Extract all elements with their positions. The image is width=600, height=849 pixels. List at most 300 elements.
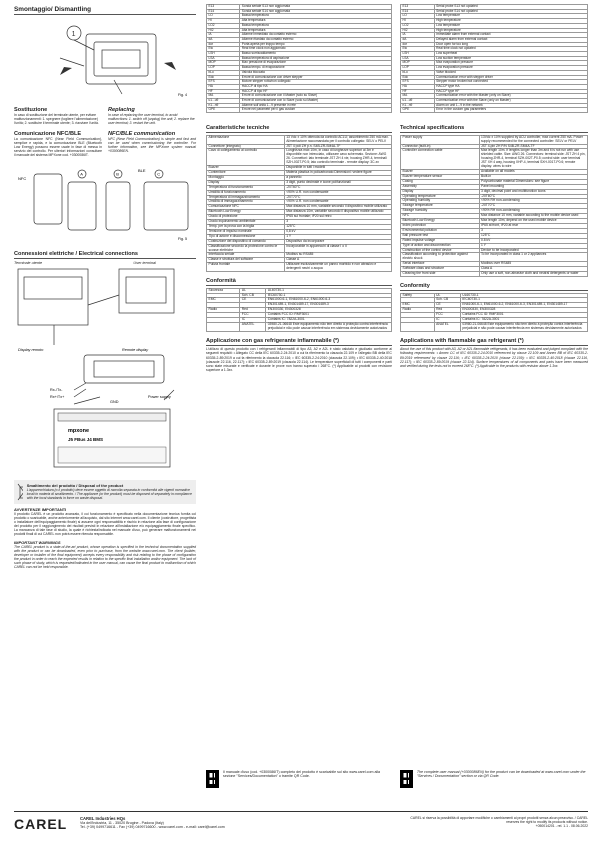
tech-spec-cell: Cavo di collegamento al controllo [207,149,285,166]
alarm-code-cell: Serial probe S13 not updated [434,5,587,10]
alarm-code-cell: HF [207,89,240,94]
tech-spec-cell: Bluetooth Low Energy [207,210,285,215]
tech-title-it: Caratteristiche tecniche [206,125,270,132]
alarm-code-cell: Real time clock non aggiornato [240,47,392,52]
tech-spec-cell: Buzzer [207,166,285,171]
gnd-label: GND [110,399,119,404]
conformity-cell: Radio [401,308,435,313]
conformity-cell: 03980-21-06648 Este equipamento não tem direito à proteção contra interferência prejudicial e não pode causar interferência em sistemas devidamente autorizados [460,322,587,331]
alarm-code-cell: Bassa temperatura [240,14,392,19]
nfc-en-title: NFC/BLE communication [108,130,176,137]
divider [14,14,196,15]
tech-spec-cell: Environmental pollution [401,228,480,233]
footer-right [400,816,588,828]
fig4-dismantle-diagram [14,18,196,98]
tech-spec-cell: Built-in [479,174,587,179]
tech-spec-cell: Software class and structure [401,267,480,272]
tech-spec-cell: Operating temperature [401,194,480,199]
tech-spec-cell: Alimentazione [207,135,285,144]
alarm-code-cell: HF [401,89,435,94]
tech-spec-cell: Lunghezza max 10m, in caso di lunghezze superiori ai 3m è disponibile non intrecciato, utilizzare cavo schermato. Sezione: AWG 26. Connettori: lato terminale JST ZH 4 vie, housing ZHR-4, terminali SZH-002T-P0.5; lato controllo terminale - remote display: 3C-xx [284,149,391,166]
tech-spec-cell: Casing [401,179,480,184]
divider [400,345,588,346]
warning-en-title: IMPORTANT WARNINGS [14,539,61,545]
alarm-code-cell: LOP [401,66,435,71]
tech-spec-cell: 0,8 kV [284,229,391,234]
tech-spec-cell: <90% U.R. non condensante [284,190,391,195]
alarm-code-cell: LO2 [401,23,435,28]
alarm-code-cell: GPE [401,108,435,113]
tech-spec-cell: Controller connection cable [401,149,480,170]
gas-title-it: Applicazione con gas refrigerante infiammabile (*) [206,337,340,344]
tech-spec-cell: 3 digit, punto decimale e icone polifunzionali [284,180,391,185]
alarm-code-cell: Bassa temperatura [240,23,392,28]
alarm-code-cell: Valve blocked [434,70,587,75]
alarm-code-cell: HACCP di tipo HA [240,84,392,89]
alarm-code-row [207,108,392,113]
alarm-code-cell: E13 [207,5,240,10]
conformity-title-it: Conformità [206,278,236,285]
alarm-code-cell: Etc [207,47,240,52]
alarm-code-cell: High temperature [434,19,587,24]
divider [206,345,392,346]
alarm-code-cell: u1...u9 [207,99,240,104]
tech-spec-cell: Grado di protezione [207,215,285,220]
smartphone-icon [34,174,62,224]
conformity-table-it [206,288,392,332]
conformity-cell: EN61000-6-1, EN61000-6-2, EN61000-6-3, EN301489-1, EN301489-17 [460,303,587,308]
alarm-code-cell: LSH [401,52,435,57]
alarm-code-cell: Real time clock not updated [434,47,587,52]
tech-spec-cell: -20T60°C [479,194,587,199]
rx-tx-minus-label: Rx-/Tx- [50,387,63,392]
replacing-text: In case of replacing the user terminal, to avoid malfunctions: 1. switch off (unplug) the unit; 2. replace the user terminal; 3. restart the unit. [108,112,195,125]
step-b-label: B [116,171,119,177]
conformity-cell: FCC [240,313,266,318]
tech-spec-cell: Tensione di impulso nominale [207,229,285,234]
tech-spec-cell: Umidità di immagazzinamento [207,200,285,205]
power-supply-label: Power supply [148,394,171,399]
alarm-code-cell: HACCP type HA [434,84,587,89]
board-label: J5 FBus J4 BMS [68,436,104,442]
tech-table-en [400,135,588,277]
alarm-code-cell: Communication error with stepper driver [434,75,587,80]
alarm-code-cell: HA [401,84,435,89]
nfc-label: NFC [18,176,27,182]
tech-spec-row [207,263,392,272]
tech-spec-cell: JST 4 poli ZH p.n. S4B-ZR-SM4A-TF [284,144,391,149]
conformity-cell: ANATEL [434,322,460,331]
conformity-row [207,322,392,331]
arrow-icon [164,62,176,70]
tech-spec-row [207,149,392,166]
conformity-cell: IEC60730-1 [266,293,392,298]
tech-spec-cell: Device to be incorporated [479,248,587,253]
sostituzione-text: In caso di sostituzione del terminale utente, per evitare malfunzionamenti: 1. spegnere (togliere l'alimentazione) l'unità; 2. sostituire il terminale utente; 3. riavviare l'unità. [14,112,99,125]
tech-spec-cell: 13Vdc ± 10% supplied by ACU controller, max current 250 mA. Power supply recommended for the connected controller: SELV or PELV [479,135,587,144]
alarm-code-cell: Stepper motor broken/not connected [434,80,587,85]
tech-spec-cell: Ball pressure test [401,233,480,238]
alarm-codes-table-it [206,4,392,113]
alarm-code-cell: LSH [207,52,240,57]
footer-divider [14,811,588,812]
alarm-code-cell: LOP [207,66,240,71]
tech-spec-cell: Comunicazione NFC [207,205,285,210]
tech-spec-cell: Buzzer temperature sensor [401,174,480,179]
tech-spec-cell: 3 digit, decimal point and multifunction icons [479,189,587,194]
conformity-cell: IC [240,318,266,323]
tech-spec-cell: To be incorporated in class 1 or 2 appliances [479,253,587,262]
tech-spec-cell: Temperatura di funzionamento [207,185,285,190]
fig4-caption: Fig. 4 [178,92,187,97]
tech-spec-cell: Classification according to protection against electric shock [401,253,480,262]
alarm-code-cell: Door open for too long [434,42,587,47]
conformity-cell: EMC [401,303,435,308]
tech-spec-cell: a pannello [284,175,391,180]
alarm-code-cell: HA [207,84,240,89]
alarm-code-cell: Sonda seriale S14 non aggiornata [240,9,392,14]
alarm-code-cell: Low suction temperature [434,56,587,61]
conformity-cell: Contains FCC ID: RMF3001 [266,313,392,318]
warning-it-title: AVVERTENZE IMPORTANTI [14,506,67,512]
alarm-code-cell: bLo [401,70,435,75]
fig5-nfc-diagram [14,160,196,244]
tech-spec-cell: Power supply [401,135,480,144]
alarm-codes-table-en [400,4,588,113]
fig5-caption: Fig. 5 [178,237,187,242]
smartphone-icon [106,182,130,230]
warning-it-text: Il prodotto CAREL è un prodotto avanzato, il cui funzionamento è specificato nella documentazione tecnica fornita col prodotto o scaricabile, anche anteriormente all'acquisto, dal sito internet www.carel.com. Il cliente (costruttore, progettista o installatore dell'equipaggiamento finale) si assume ogni responsabilità e rischio in relazione alla fase di configurazione del prodotto per il raggiungimento dei risultati previsti in relazione all'installazione e/o equipaggiamento finale specifico. La mancanza di tale fase di studio, la quale è richiesta/indicata nel manuale d'uso, può generare malfunzionamenti nei prodotti finali di cui CAREL non potrà essere ritenuta responsabile. [14,511,196,537]
alarm-code-cell: HI2 [207,28,240,33]
gas-text-it: L'utilizzo di questo prodotto con i refrigeranti infiammabili di tipo A3, A2 e A2L è stato valutato e giudicato conforme ai seguenti requisiti: • Allegato CC della IEC 60335-2-24:2010 a cui fa riferimento la clausola 22.109 e l'allegato BB della IEC 60335-2-89:2019 a cui fa riferimento la clausola 22.116; • IEC 60335-2-24:2010 (clausola 22.109); • IEC 60335-2-40:2018 (clausole 22.116, 22.117); • IEC 60335-2-89:2019 (clausola 22.114). Le temperature superficiali di tutti i componenti e parti sono state misurate e verificate e durante le prove non hanno superato i 268°C. (*) Applicabile ai prodotti con revisione superiore a 1.3xx. [206,347,392,372]
tech-spec-cell: Tipo di azione e disconnessione [207,234,285,239]
alarm-code-cell: Allarme immediato da contatto esterno [240,33,392,38]
tech-spec-cell: Classe A [284,258,391,263]
conformity-cell: UL [240,288,266,293]
tech-spec-cell: JST 4-pin ZH P/N S4B-ZR-SM4A-TF [479,144,587,149]
tech-spec-cell: NFC [401,214,480,219]
conformity-cell: Red [434,308,460,313]
conformity-cell: EN300330, EN300328 [460,308,587,313]
alarm-code-cell: LO2 [207,23,240,28]
alarm-code-cell: bLo [207,70,240,75]
alarm-code-cell: Alta temperatura [240,19,392,24]
alarm-code-cell: Bassa tempo. di evaporazione [240,66,392,71]
alarm-code-cell: Allarme ritardato da contatto esterno [240,37,392,42]
tech-spec-cell: IP65 at front, IP20 at rear [479,223,587,228]
tech-spec-cell: IP65 sul frontale; IP20 sul retro [284,215,391,220]
alarm-code-cell: dor [207,42,240,47]
tech-spec-cell: 0.8 kV [479,238,587,243]
conformity-cell: UL [434,293,460,298]
conformity-cell: EN300330, EN300328 [266,308,392,313]
qr-block-en [400,770,588,788]
disposal-box [14,480,196,504]
wiring-diagram [14,265,196,473]
alarm-code-cell: Communication error with the Slave (only on Master) [434,99,587,104]
alarm-code-cell: Etc [401,47,435,52]
tech-spec-cell: -20T70°C [284,195,391,200]
tech-spec-cell: Construction of the control device [401,248,480,253]
step-a-label: A [80,171,83,177]
terminal-label: Terminale utente [14,260,43,265]
tech-table-it [206,135,392,272]
conformity-cell: Contains IC: 7822A-3001 [266,318,392,323]
tech-spec-cell: 3 [479,228,587,233]
alarm-code-cell: Allarme sull'unità 1...9 presente in rete [240,103,392,108]
alarm-code-cell: Errore di comunicazione con driver stepper [240,75,392,80]
conformity-cell: EMC [207,298,240,303]
conformity-title-en: Conformity [400,282,430,289]
conformity-table-en [400,293,588,332]
alarm-code-cell: Alta temperatura [240,28,392,33]
divider [206,132,392,133]
alarm-code-cell: EFS [207,80,240,85]
alarm-code-cell: dA [401,37,435,42]
alarm-code-cell: E14 [401,9,435,14]
divider [400,132,588,133]
tech-spec-cell: Utilizzare esclusivamente un panno morbido e non abrasivo e detergenti neutri o acqua [284,263,391,272]
middle-column [206,0,392,372]
company-info [80,816,280,829]
rx-tx-plus-label: Rx+/Tx+ [50,394,65,399]
disposal-text: L'apparecchiatura (o il prodotto) deve essere oggetto di raccolta separata in conformità alle vigenti normative locali in materia di smaltimento. / The appliance (or the product) must be disposed of separately in compliance with the local standards in force on waste disposal. [26,487,192,501]
tech-spec-cell: 13 Vdc ± 10% ottenuta da controllo ACLU; assorbimento 250 mA max. Alimentazione raccomandata per il controllo collegato: SELV o PELV [284,135,391,144]
tech-spec-cell: Umidità di funzionamento [207,190,285,195]
tech-spec-cell: 125°C [479,233,587,238]
alarm-code-cell: Immediate alarm from external contact [434,33,587,38]
tech-spec-cell: <90% RH non-condensing [479,209,587,214]
tech-spec-cell: Connettore (integrato) [207,144,285,149]
company-name: CAREL Industries HQs [80,816,126,821]
alarm-code-cell: HI [207,19,240,24]
qr-text-en: The complete user manual (+0300086EN) for the product can be downloaded at www.carel.com under the "Services / Documentation" section or via QR Code. [416,770,586,779]
tech-spec-cell: Display [207,180,285,185]
tech-spec-cell: <90% RH non-condensing [479,199,587,204]
alarm-code-cell: Errore nei parametri per il gas custom [240,108,392,113]
alarm-code-cell: Max pressione di evaporazione [240,61,392,66]
tech-spec-cell: Storage temperature [401,204,480,209]
alarm-code-cell: u1...u9 [401,99,435,104]
alarm-code-cell: Porta aperta per troppo tempo [240,42,392,47]
document-code: +050014201 - rel. 1.1 - 08.06.2022 [535,824,588,828]
tech-spec-cell: Modbus over RS485 [479,262,587,267]
tech-spec-cell: Cleaning the front side [401,272,480,277]
tech-spec-cell: Max distanza 10 mm, variabile secondo il dispositivo mobile utilizzato [284,205,391,210]
qr-block-it [206,770,392,788]
alarm-code-cell: dA [207,37,240,42]
tech-spec-cell: Dispositivo da incorporare [284,239,391,244]
tech-spec-cell: Available on all models [479,170,587,175]
conformity-cell: 03980-21-06648 Este equipamento não tem direito à proteção contra interferência prejudicial e não pode causar interferência em sistemas devidamente autorizados [266,322,392,331]
right-column [400,0,588,368]
conformity-cell: Safety [401,293,435,298]
tech-spec-cell: Max distance 10 mm, variable according to the mobile device used [479,214,587,219]
tech-spec-cell: Temp. per la prova con la biglia [207,224,285,229]
alarm-code-cell: n1...n9 [401,103,435,108]
smartphone-icon [144,182,188,230]
conformity-cell: CE [434,303,460,308]
conformity-cell: Sicurezza [207,288,240,293]
tech-spec-cell: Pulizia frontale [207,263,285,272]
tech-spec-cell: Interfaccia seriale [207,253,285,258]
conformity-cell: Red [240,308,266,313]
connections-title: Connessioni elettriche / Electrical connections [14,251,139,258]
alarm-code-cell: GPE [207,108,240,113]
conformity-cell: CE [240,298,266,303]
alarm-code-cell: n1...n9 [207,103,240,108]
alarm-code-cell: LO [207,14,240,19]
tech-spec-cell: Temperatura di immagazzinamento [207,195,285,200]
alarm-code-cell: Edc [207,75,240,80]
qr-code-icon[interactable] [206,770,219,788]
conformity-cell: Contains FCC ID: RMF3001 [460,313,587,318]
warning-en-text: The CAREL product is a state-of-the-art product, whose operation is specified in the technical documentation supplied with the product or can be downloaded, even prior to purchase, from the website www.carel.com. The client (builder, developer or installer of the final equipment) accepts every responsibility and risk relating to the phase of configuration the product in order to reach the expected results in relation to the specific final installation and/or equipment. The lack of such phase of study, which is requested/indicated in the user manual, can cause the final product to malfunction of which CAREL can not be held responsible. [14,544,196,569]
alarm-code-cell: Low temperature [434,23,587,28]
tech-spec-cell: Only use a soft, non-abrasive cloth and neutral detergents or water [479,272,587,277]
tech-spec-cell: 3 [284,220,391,225]
alarm-code-cell: HI [401,19,435,24]
conformity-cell [207,322,240,331]
alarm-code-cell: HACCP di tipo HF [240,89,392,94]
conformity-cell: IC [434,318,460,323]
board-brand: mpxone [68,427,90,434]
alarm-code-cell: MOP [401,61,435,66]
tech-spec-cell: Assembly [401,184,480,189]
alarm-code-cell: LSA [207,56,240,61]
conformity-cell: Sch. CB [434,298,460,303]
conformity-cell: EN61000-6-1, EN61000-6-2, EN61000-6-3 [266,298,392,303]
tech-spec-cell: <90% U.R. non condensante [284,200,391,205]
tech-spec-cell: Incorporabile in apparecchi di classe I o II [284,244,391,253]
conformity-cell: Contains IC: 7822A-3001 [460,318,587,323]
tech-spec-cell: Panel mounting [479,184,587,189]
alarm-code-cell: LO [401,14,435,19]
alarm-code-cell: LSA [401,56,435,61]
alarm-code-cell: Serial probe S14 not updated [434,9,587,14]
tech-spec-cell: Max length 10m, depend on the used mobile device [479,219,587,224]
divider [206,285,392,286]
conformity-cell: Radio [207,308,240,313]
alarm-code-cell: E14 [207,9,240,14]
replacing-title: Replacing [108,106,135,113]
rights-notice: CAREL si riserva la possibilità di apportare modifiche o cambiamenti ai propri prodotti senza alcun preavviso. / CAREL reserves the right to modify its products without notice. [410,816,588,824]
alarm-code-cell: dor [401,42,435,47]
tech-spec-cell: Class A [479,267,587,272]
nfc-it-title: Comunicazione NFC/BLE [14,130,82,137]
alarm-code-cell: Motore stepper rotto/non collegato [240,80,392,85]
alarm-code-cell: Delayed alarm from external contact [434,37,587,42]
gas-text-en: About the use of this product with A3, A2 or A2L flammable refrigerants, it has been evaluated and judged compliant with the following requirements: • Annex CC of IEC 60335-2-24:2010 referenced by clause 22.109 and Annex BB of IEC 60335-2-89:2019 referenced by clause 22.116; • IEC 60335-2-24:2010 (clause 22.109); • IEC 60335-2-40:2018 (clause 22.116, 22.117); • IEC 60335-2-89:2019 (clause 22.114). Surface temperatures of all components and parts have been measured and verified during the tests not to exceed 268°C. (*) Applicable to the products with revision above 1.3xx. [400,347,588,368]
alarm-code-cell: Communication error with the Master (only on Slave) [434,94,587,99]
alarm-code-cell: IA [207,33,240,38]
alarm-code-cell: Low evaporation pressure [434,66,587,71]
conformity-cell: EN301489-1, EN301489-17, EN301489-3 [266,303,392,308]
alarm-code-cell: HI2 [401,28,435,33]
remote-display-label: Remote display [122,347,149,352]
tech-spec-cell: Operating humidity [401,199,480,204]
tech-spec-cell: Classificazione secondo la protezione contro le scosse elettriche [207,244,285,253]
tech-spec-cell: Max length 10m. If lengths longer than 3m and it is not run with use shielded cable. Size: AWG 26. Connectors: terminal side: JST ZH 4 pin, housing ZHR-4, terminal SZH-002T-P0.5; control side: user terminal JST XH 4 way, housing XHP-4, terminal SXH-001T-P0.6; remote display: wires to wire [479,149,587,170]
tech-spec-cell: Storage humidity [401,209,480,214]
user-terminal-label: User terminal [133,260,156,265]
left-column [14,0,196,569]
tech-spec-cell: Serial interface [401,262,480,267]
tech-spec-cell: 1 Y [284,234,391,239]
conformity-row [401,322,588,331]
tech-spec-cell: -20T70°C [479,204,587,209]
conformity-cell: FCC [434,313,460,318]
conformity-cell: Sch. CB [240,293,266,298]
step-c-label: C [157,171,161,177]
nfc-it-text: La comunicazione NFC (Near Field Communication), semplice e rapida, e la comunicazione BLE (Bluetooth Low Energy) possono essere usate in fase di messa in servizio del controllo. Per ulteriori informazioni consultare il manuale del sistema MPXone cod. +0300086IT. [14,136,102,158]
tech-spec-row [401,135,588,144]
alarm-code-cell: Basso surriscaldamento [240,52,392,57]
tech-spec-cell: Polycarbonate material Dimensions: see figure [479,179,587,184]
divider [14,258,196,259]
tech-spec-cell: Montaggio [207,175,285,180]
alarm-code-cell: Errore di comunicazione con il Master (solo su Slave) [240,94,392,99]
tech-spec-cell: Buzzer [401,170,480,175]
alarm-code-cell: Edc [401,75,435,80]
alarm-code-cell: MA [401,94,435,99]
tech-spec-cell: Type of action and disconnection [401,243,480,248]
display-remoto-label: Display remoto [18,347,44,352]
tech-spec-cell: 125°C [284,224,391,229]
alarm-code-cell: EFS [401,80,435,85]
alarm-code-cell: MOP [207,61,240,66]
tech-spec-cell: Display [401,189,480,194]
alarm-code-cell: HACCP type HF [434,89,587,94]
disposal-title: Smaltimento del prodotto / Disposal of the product [26,482,124,488]
conformity-cell [401,322,435,331]
tech-spec-cell: Max distanza 10m, variabile secondo il dispositivo mobile utilizzato [284,210,391,215]
sostituzione-title: Sostituzione [14,106,48,113]
company-contacts: Tel. (+39) 0499716611 - Fax (+39) 0499716600 - www.carel.com - e-mail: carel@carel.com [80,825,225,829]
divider [400,290,588,291]
dismantling-title: Smontaggio/ Dismantling [14,6,92,13]
conformity-cell: ANATEL [240,322,266,331]
conformity-cell: IEC60730-1 [460,298,587,303]
tech-spec-cell: Costruzione del dispositivo di comando [207,239,285,244]
carel-logo: CAREL [14,816,68,832]
alarm-code-cell: Bassa temperatura di aspirazione [240,56,392,61]
alarm-code-row [401,108,588,113]
tech-spec-row [207,135,392,144]
company-address: Via dell'Industria, 11 - 35020 Brugine - Padova (Italy) [80,821,164,825]
arrow-icon [60,67,72,75]
tech-spec-cell: Index protection [401,223,480,228]
nfc-en-text: NFC (Near Field Communication) is simple and fast and can be used when commissioning the controller. For further information, see the MPXone system manual +0300086EN. [108,136,196,154]
tech-spec-cell: Classe e struttura del software [207,258,285,263]
conformity-cell: UL60730-1 [266,288,392,293]
tech-spec-row [401,272,588,277]
svg-text:1: 1 [71,30,76,38]
tech-spec-cell: Modbus su RS485 [284,253,391,258]
conformity-cell: UL60730-1 [460,293,587,298]
tech-spec-cell: Disponibile in tutti i modelli [284,166,391,171]
tech-spec-cell: Contenitore [207,171,285,176]
tech-spec-row [401,149,588,170]
qr-code-icon[interactable] [400,770,413,788]
tech-spec-cell: Connector (built-in) [401,144,480,149]
tech-spec-cell: Bluetooth Low Energy [401,219,480,224]
tech-spec-cell: Rated impulse voltage [401,238,480,243]
alarm-code-cell: Valvola bloccata [240,70,392,75]
alarm-code-cell: Max evaporation pressure [434,61,587,66]
tech-spec-cell: Grado inquinamento ambientale [207,220,285,225]
alarm-code-cell: E13 [401,5,435,10]
